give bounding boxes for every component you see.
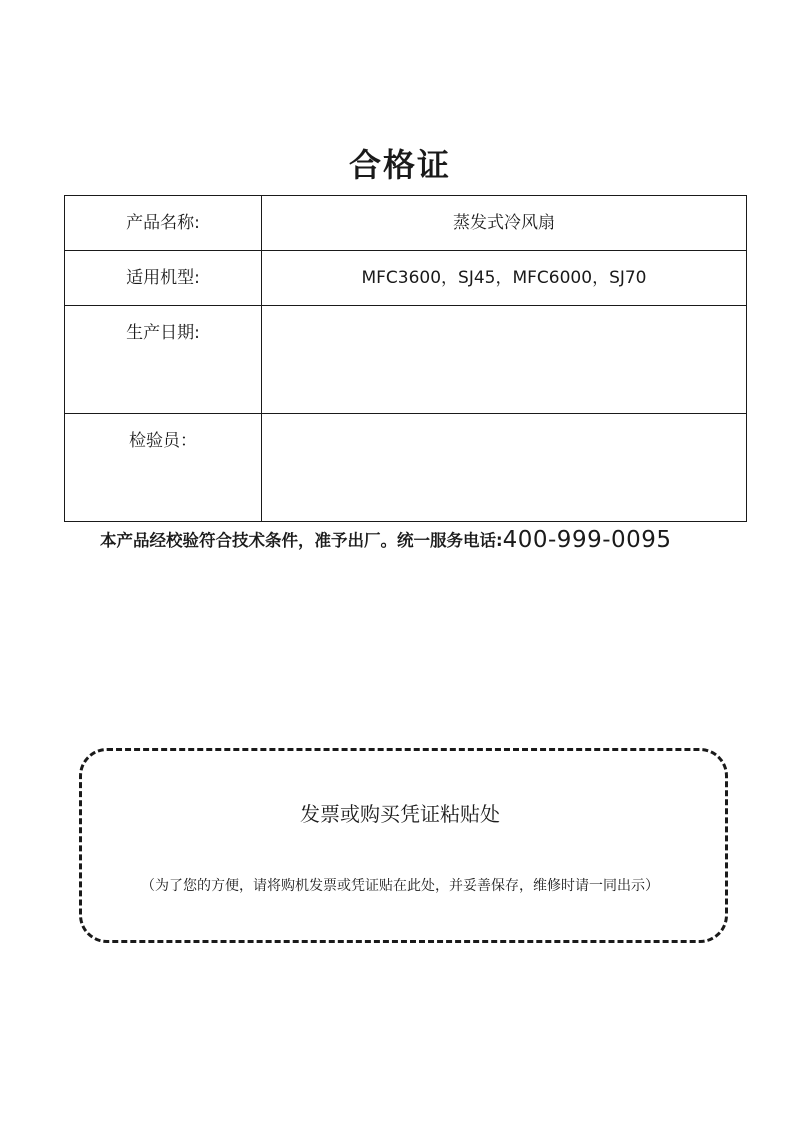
product-name-value: 蒸发式冷风扇 [453,213,555,233]
production-date-label: 生产日期: [126,323,200,343]
inspector-label: 检验员： [129,431,197,451]
footer-note [100,525,750,556]
certificate-table [64,195,747,522]
production-date-value [262,306,746,321]
service-phone-number: 400-999-0095 [502,527,672,553]
inspector-value [262,414,746,429]
production-date-value-cell [262,306,747,414]
inspector-value-cell [262,414,747,522]
invoice-paste-area [79,748,728,943]
table-row-product-name [65,196,747,251]
invoice-paste-title: 发票或购买凭证粘贴处 [300,802,500,826]
invoice-paste-note: （为了您的方便，请将购机发票或凭证贴在此处，并妥善保存，维修时请一同出示） [141,878,659,894]
table-row-production-date [65,306,747,414]
product-name-label: 产品名称: [126,213,200,233]
footer-note-text: 本产品经校验符合技术条件，准予出厂。统一服务电话: [100,531,503,550]
applicable-models-label-cell [65,251,262,306]
product-name-value-cell [262,196,747,251]
applicable-models-value: MFC3600，SJ45，MFC6000，SJ70 [361,268,647,288]
production-date-label-cell [65,306,262,414]
table-row-applicable-models [65,251,747,306]
table-row-inspector [65,414,747,522]
product-name-label-cell [65,196,262,251]
applicable-models-value-cell [262,251,747,306]
applicable-models-label: 适用机型: [126,268,200,288]
inspector-label-cell [65,414,262,522]
document-title: 合格证 [348,146,451,184]
